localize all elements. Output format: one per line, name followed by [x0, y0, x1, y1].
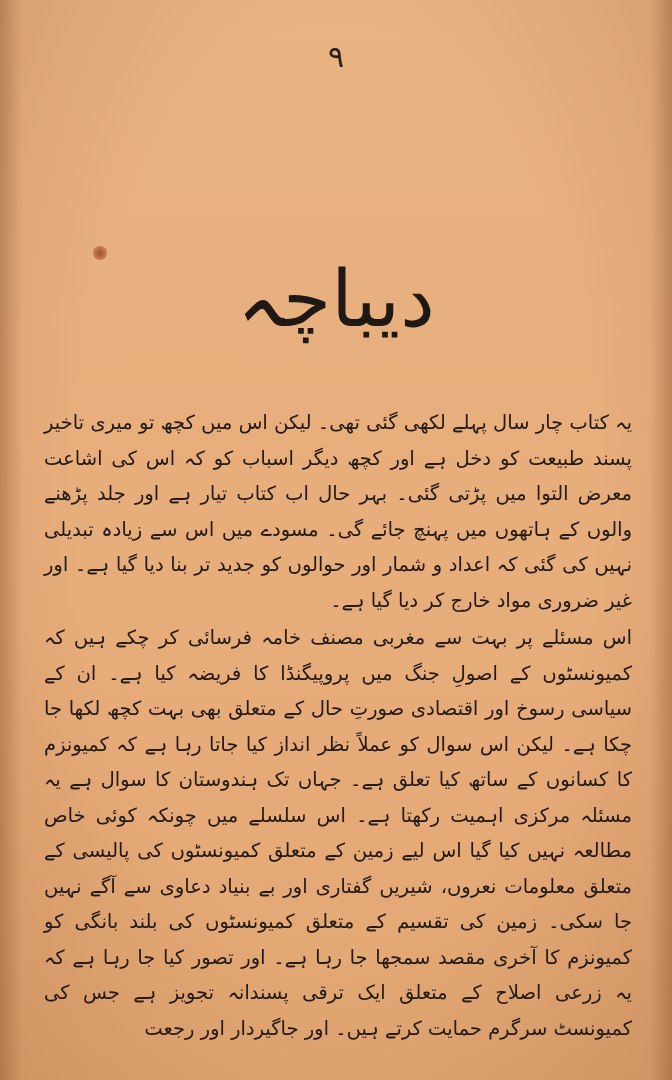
- right-edge-shadow: [650, 0, 672, 1080]
- body-text: [44, 405, 632, 1046]
- paragraph-2: اس مسئلے پر بہت سے مغربی مصنف خامہ فرسائی کر چکے ہیں کہ کمیونسٹوں کے اصولِ جنگ میں پروپیگنڈا کا فریضہ کیا ہے۔ ان کے سیاسی رسوخ اور اقتصادی صورتِ حال کے متعلق بھی بہت کچھ لکھا جا چکا ہے۔ لیکن اس سوال کو عملاً نظر انداز کیا جاتا رہا ہے کہ کمیونزم کا کسانوں کے ساتھ کیا تعلق ہے۔ جہاں تک ہندوستان کا سوال ہے یہ مسئلہ مرکزی اہمیت رکھتا ہے۔ اس سلسلے میں چونکہ کوئی خاص مطالعہ نہیں کیا گیا اس لیے زمین کے متعلق کمیونسٹوں کی پالیسی کے متعلق معلومات نعروں، شیریں گفتاری اور بے بنیاد دعاوی سے آگے نہیں جا سکی۔ زمین کی تقسیم کے متعلق کمیونسٹوں کی بلند بانگی کو کمیونزم کا آخری مقصد سمجھا جا رہا ہے۔ اور تصور کیا جا رہا ہے کہ یہ زرعی اصلاح کے متعلق ایک ترقی پسندانہ تجویز ہے جس کی کمیونسٹ سرگرم حمایت کرتے ہیں۔ اور جاگیردار اور رجعت: [44, 626, 632, 1040]
- page-heading: دیباچہ: [237, 255, 435, 345]
- paragraph-1: یہ کتاب چار سال پہلے لکھی گئی تھی۔ لیکن اس میں کچھ تو میری تاخیر پسند طبیعت کو دخل ہے اور کچھ دیگر اسباب کو کہ اس کی اشاعت معرض التوا میں پڑتی گئی۔ بہر حال اب کتاب تیار ہے اور جلد پڑھنے والوں کے ہاتھوں میں پہنچ جائے گی۔ مسودے میں اس سے زیادہ تبدیلی نہیں کی گئی کہ اعداد و شمار اور حوالوں کو جدید تر بنا دیا گیا ہے۔ اور غیر ضروری مواد خارج کر دیا گیا ہے۔: [44, 411, 632, 612]
- left-edge-shadow: [0, 0, 22, 1080]
- page-number: ۹: [327, 40, 345, 75]
